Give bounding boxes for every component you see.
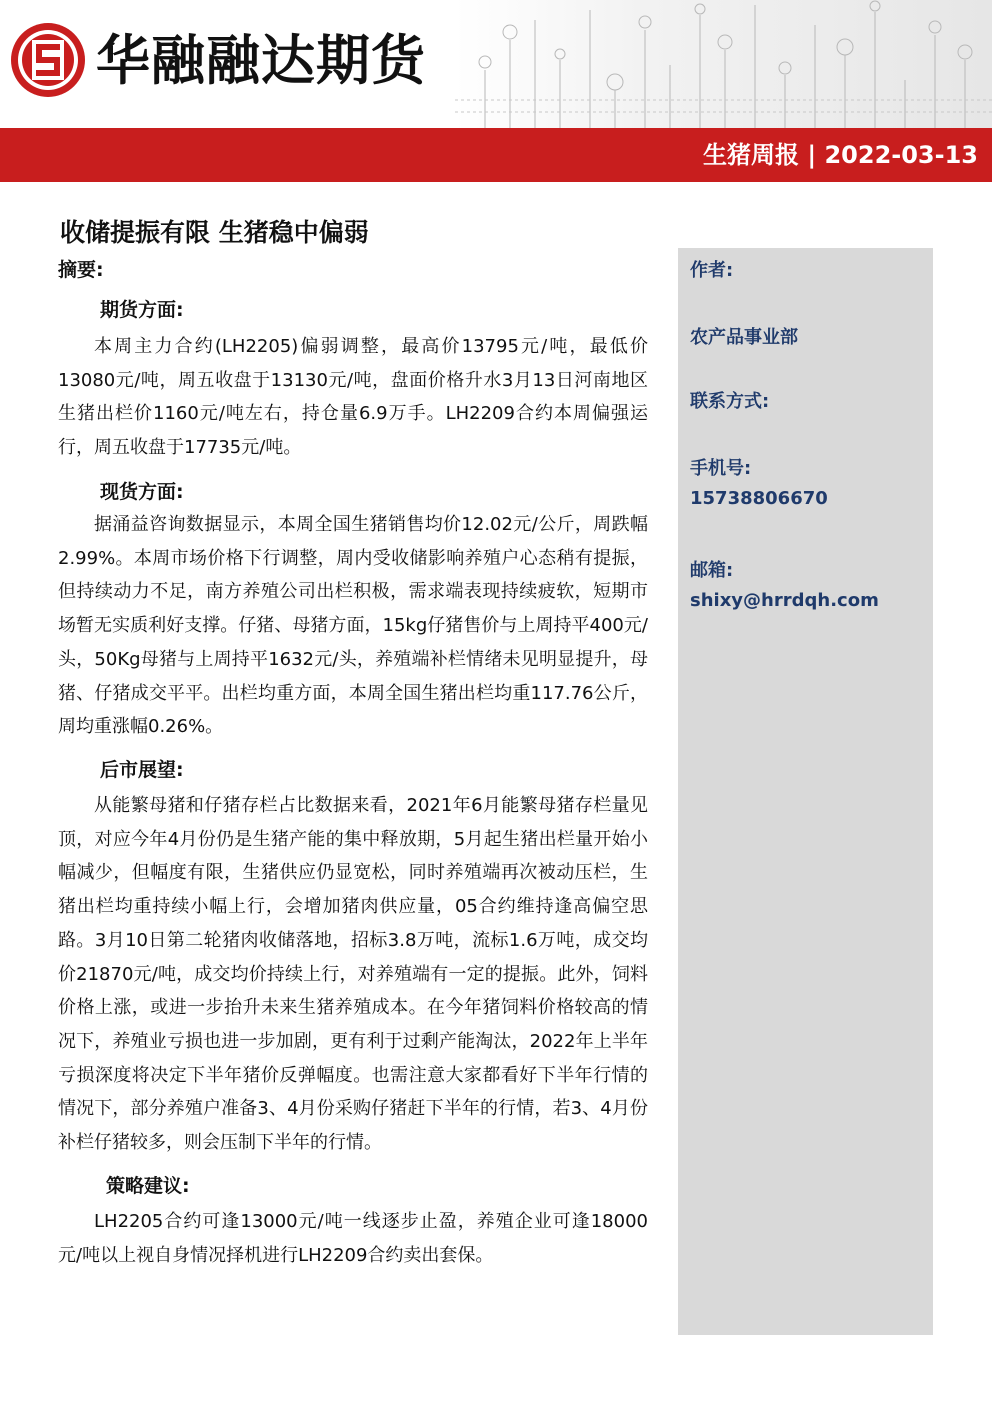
header-decoration [455, 0, 992, 128]
futures-heading: 期货方面: [100, 299, 184, 321]
outlook-heading: 后市展望: [100, 759, 184, 781]
author-label: 作者: [690, 260, 734, 281]
outlook-paragraph: 从能繁母猪和仔猪存栏占比数据来看，2021年6月能繁母猪存栏量见顶，对应今年4月份仍是生猪产能的集中释放期，5月起生猪出栏量开始小幅减少，但幅度有限，生猪供应仍显宽松，同时养殖端再次被动压栏，生猪出栏均重持续小幅上行，会增加猪肉供应量，05合约维持逢高偏空思路。3月10日第二轮猪肉收储落地，招标3.8万吨，流标1.6万吨，成交均价21870元/吨，成交均价持续上行，对养殖端有一定的提振。此外，饲料价格上涨，或进一步抬升未来生猪养殖成本。在今年猪饲料价格较高的情况下，养殖业亏损也进一步加剧，更有利于过剩产能淘汰，2022年上半年亏损深度将决定下半年猪价反弹幅度。也需注意大家都看好下半年行情的情况下，部分养殖户准备3、4月份采购仔猪赶下半年的行情，若3、4月份补栏仔猪较多，则会压制下半年的行情。 [58, 795, 648, 1154]
strategy-heading: 策略建议: [106, 1175, 190, 1197]
decorative-lines-graphic [455, 0, 992, 128]
article-title: 收储提振有限 生猪稳中偏弱 [60, 218, 369, 247]
company-logo-icon [8, 20, 88, 100]
brand-name: 华融融达期货 [96, 29, 426, 92]
report-tag: 生猪周报 | 2022-03-13 [703, 141, 978, 169]
phone-label: 手机号: [690, 458, 752, 479]
department-name: 农产品事业部 [690, 327, 798, 348]
phone-number: 15738806670 [690, 488, 828, 509]
spot-heading: 现货方面: [100, 481, 184, 503]
strategy-paragraph: LH2205合约可逢13000元/吨一线逐步止盈，养殖企业可逢18000元/吨以上视自身情况择机进行LH2209合约卖出套保。 [58, 1211, 648, 1266]
email-address[interactable]: shixy@hrrdqh.com [690, 590, 879, 611]
futures-paragraph: 本周主力合约(LH2205)偏弱调整，最高价13795元/吨，最低价13080元/吨，周五收盘于13130元/吨，盘面价格升水3月13日河南地区生猪出栏价1160元/吨左右，持仓量6.9万手。LH2209合约本周偏强运行，周五收盘于17735元/吨。 [58, 336, 648, 459]
spot-paragraph: 据涌益咨询数据显示，本周全国生猪销售均价12.02元/公斤，周跌幅2.99%。本周市场价格下行调整，周内受收储影响养殖户心态稍有提振，但持续动力不足，南方养殖公司出栏积极，需求端表现持续疲软，短期市场暂无实质利好支撑。仔猪、母猪方面，15kg仔猪售价与上周持平400元/头，50Kg母猪与上周持平1632元/头，养殖端补栏情绪未见明显提升，母猪、仔猪成交平平。出栏均重方面，本周全国生猪出栏均重117.76公斤，周均重涨幅0.26%。 [58, 514, 648, 738]
summary-label: 摘要: [58, 259, 104, 281]
email-label: 邮箱: [690, 560, 734, 581]
contact-label: 联系方式: [690, 391, 770, 412]
